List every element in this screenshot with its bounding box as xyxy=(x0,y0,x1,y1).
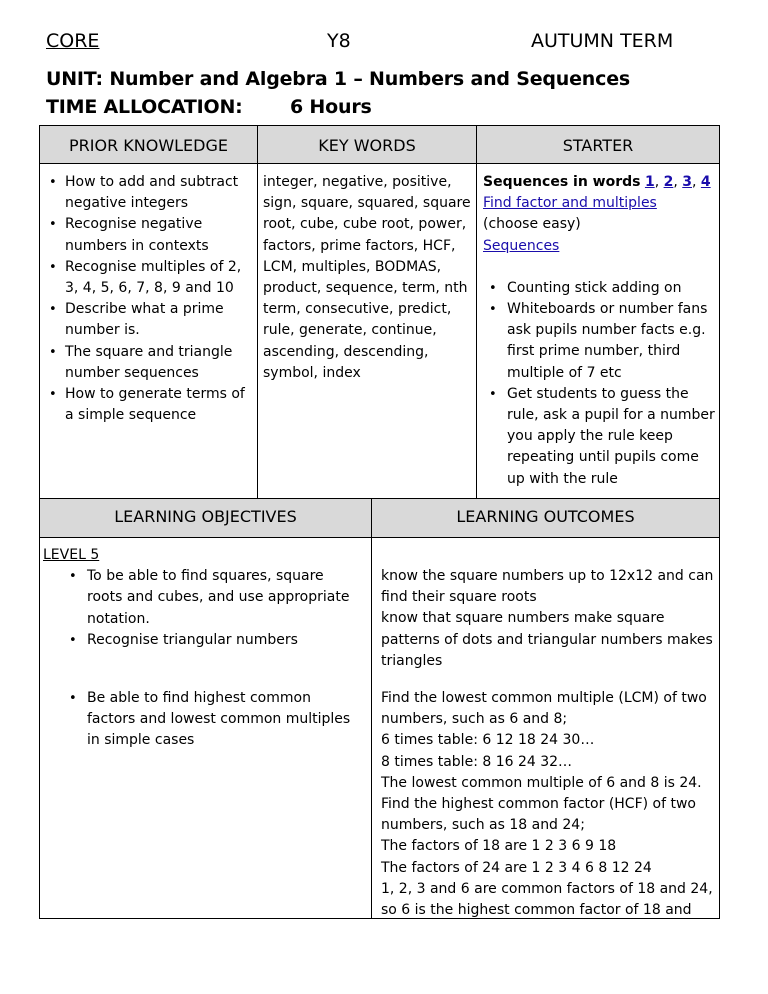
unit-title: UNIT: Number and Algebra 1 – Numbers and Sequences xyxy=(46,68,630,90)
list-item: • Recognise negative numbers in contexts xyxy=(43,214,253,256)
choose-easy-text: (choose easy) xyxy=(483,216,581,233)
outcome-line: know the square numbers up to 12x12 and can find their square roots xyxy=(381,568,714,606)
sequences-in-words-label: Sequences in words xyxy=(483,174,641,190)
time-allocation-label: TIME ALLOCATION: xyxy=(46,96,243,118)
list-item: • Whiteboards or number fans ask pupils number facts e.g. first prime number, third multiple of 7 etc xyxy=(483,299,715,384)
learning-objectives-heading: LEARNING OBJECTIVES xyxy=(114,507,297,526)
starter-heading: STARTER xyxy=(562,136,634,155)
outcome-line: The factors of 24 are 1 2 3 4 6 8 12 24 xyxy=(381,859,652,876)
outcome-line: The lowest common multiple of 6 and 8 is 24. xyxy=(381,774,702,791)
prior-knowledge-list xyxy=(43,172,253,426)
year-label: Y8 xyxy=(327,30,351,52)
find-factor-link[interactable]: Find factor and multiples xyxy=(483,195,657,212)
outcome-line: know that square numbers make square patterns of dots and triangular numbers makes triangles xyxy=(381,610,713,669)
outcomes-cell-b xyxy=(381,688,715,921)
outcome-line: Find the lowest common multiple (LCM) of two numbers, such as 6 and 8; xyxy=(381,690,707,728)
list-item: • Counting stick adding on xyxy=(483,278,715,299)
outcome-line: 8 times table: 8 16 24 32… xyxy=(381,753,573,770)
starter-cell xyxy=(483,172,715,490)
core-label: CORE xyxy=(46,30,100,52)
list-item: • The square and triangle number sequences xyxy=(43,342,253,384)
sequences-link[interactable]: Sequences xyxy=(483,237,560,254)
time-allocation-value: 6 Hours xyxy=(290,96,372,118)
outcome-line: Find the highest common factor (HCF) of two numbers, such as 18 and 24; xyxy=(381,796,696,834)
top-header-rule xyxy=(39,163,720,164)
list-item: • Recognise multiples of 2, 3, 4, 5, 6, 7, 8, 9 and 10 xyxy=(43,257,253,299)
outcomes-cell-a xyxy=(381,566,715,672)
col-divider-2 xyxy=(476,125,477,498)
sequence-link-3[interactable]: 3 xyxy=(682,174,692,190)
objectives-list-b xyxy=(63,688,363,752)
level-label: LEVEL 5 xyxy=(43,547,100,563)
list-item: • To be able to find squares, square roots and cubes, and use appropriate notation. xyxy=(63,566,363,630)
sequence-link-4[interactable]: 4 xyxy=(700,174,711,190)
outcome-line: 1, 2, 3 and 6 are common factors of 18 and 24, so 6 is the highest common factor of 18 and xyxy=(381,880,713,919)
list-item: • Get students to guess the rule, ask a pupil for a number you apply the rule keep repeating until pupils come up with the rule xyxy=(483,384,715,490)
list-item: • Be able to find highest common factors and lowest common multiples in simple cases xyxy=(63,688,363,752)
prior-knowledge-cell xyxy=(43,172,253,426)
time-allocation xyxy=(46,96,372,118)
sequences-in-words: Sequences in words 1, 2, 3, 4 xyxy=(483,174,711,190)
list-item: • How to add and subtract negative integers xyxy=(43,172,253,214)
mid-rule xyxy=(39,498,720,499)
key-words-heading: KEY WORDS xyxy=(318,136,416,155)
col-divider-1 xyxy=(257,125,258,498)
outcome-line: 6 times table: 6 12 18 24 30… xyxy=(381,732,595,749)
objectives-cell xyxy=(43,545,363,651)
bottom-header-rule xyxy=(39,537,720,538)
prior-knowledge-heading: PRIOR KNOWLEDGE xyxy=(68,136,228,155)
starter-list xyxy=(483,278,715,490)
learning-outcomes-heading: LEARNING OUTCOMES xyxy=(456,507,635,526)
key-words-text: integer, negative, positive, sign, square, squared, square root, cube, cube root, power, factors, prime factors, HCF, LCM, multiples, BODMAS, product, sequence, term, nth term, consecutive, predict, rule, generate, continue, ascending, descending, symbol, index xyxy=(263,174,471,381)
term-label: AUTUMN TERM xyxy=(531,30,674,52)
objectives-list-a xyxy=(63,566,363,651)
col-divider-3 xyxy=(371,498,372,919)
list-item: • How to generate terms of a simple sequence xyxy=(43,384,253,426)
outcome-line: The factors of 18 are 1 2 3 6 9 18 xyxy=(381,838,617,855)
sequence-link-1[interactable]: 1 xyxy=(644,174,655,190)
list-item: • Describe what a prime number is. xyxy=(43,299,253,341)
objectives-cell-b xyxy=(43,688,363,752)
list-item: • Recognise triangular numbers xyxy=(63,630,363,651)
sequence-link-2[interactable]: 2 xyxy=(663,174,674,190)
